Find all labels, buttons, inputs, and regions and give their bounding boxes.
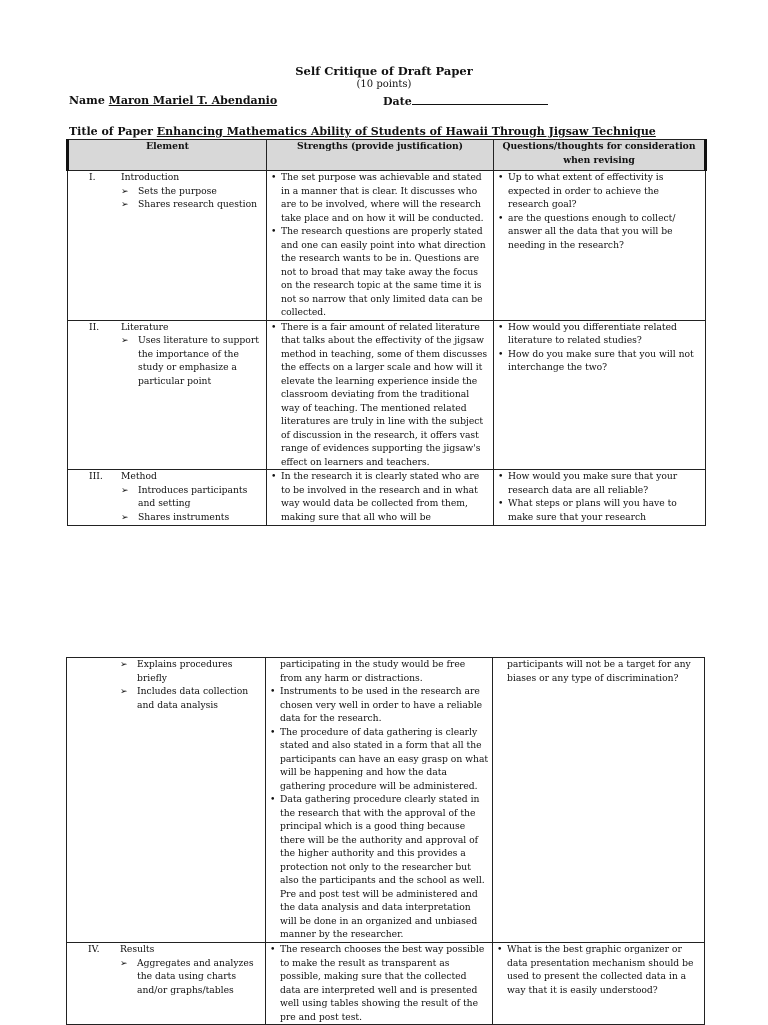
questions-cell: [494, 320, 706, 470]
table-header-row: [68, 140, 706, 171]
questions-cell: [493, 658, 705, 943]
element-number: IV.: [88, 944, 100, 955]
table-row: [67, 658, 705, 943]
element-name: Method: [121, 471, 157, 482]
name-value: Maron Mariel T. Abendanio: [108, 94, 278, 107]
table-row: [68, 470, 706, 526]
arrow-bullet-icon: ➢: [120, 659, 128, 670]
table-row: [68, 320, 706, 470]
element-cell: [68, 320, 267, 470]
arrow-bullet-icon: ➢: [121, 484, 129, 496]
element-number: III.: [89, 471, 103, 482]
strength-item: • The procedure of data gathering is clearly stated and also stated in a form that all the participants can have an easy grasp on what will be happening and how the data gathering procedure will be administered.: [269, 726, 489, 794]
strengths-cell: [266, 658, 493, 943]
arrow-bullet-icon: ➢: [120, 686, 128, 697]
sub-item: ➢ Uses literature to support the importance of the study or emphasize a particular point: [121, 335, 259, 387]
question-item: • How do you make sure that you will not interchange the two?: [497, 348, 702, 375]
element-cell: [68, 171, 267, 321]
question-item: • What is the best graphic organizer or data presentation mechanism should be used to present the collected data in a way that it is easily understood?: [496, 943, 701, 997]
header-strengths: Strengths (provide justification): [267, 140, 494, 171]
question-item: • are the questions enough to collect/ answer all the data that you will be needing in the research?: [497, 212, 702, 253]
strength-item: • There is a fair amount of related literature that talks about the effectivity of the jigsaw method in teaching, some of them discusses the effects on a larger scale and how will it elevate the learning experience inside the classroom deviating from the traditional way of teaching. The mentioned related literatures are truly in line with the subject of discussion in the research, it offers vast range of evidences supporting the jigsaw's effect on learners and teachers.: [270, 321, 490, 470]
element-name: Results: [120, 944, 155, 955]
strength-item: • In the research it is clearly stated who are to be involved in the research and in what way would data be collected from them, making sure that all who will be: [270, 470, 490, 524]
critique-table-page2: [66, 657, 705, 1025]
sub-item: ➢ Introduces participants and setting: [121, 484, 248, 509]
strength-item: • The research chooses the best way possible to make the result as transparent as possible, making sure that the collected data are interpreted well and is presented well using tables showing the result of the pre and post test.: [269, 943, 489, 1024]
element-name: Introduction: [121, 172, 180, 183]
critique-table-page1: [66, 139, 707, 526]
paper-title-line: [69, 125, 656, 138]
paper-title-label: Title of Paper: [69, 125, 153, 138]
sub-item: ➢ Shares research question: [121, 199, 258, 210]
sub-item: ➢ Sets the purpose: [121, 185, 217, 197]
strength-continuation: participating in the study would be free from any harm or distractions.: [280, 659, 466, 684]
date-label: Date: [383, 95, 412, 108]
strengths-cell: [267, 320, 494, 470]
header-element: Element: [68, 140, 267, 171]
strengths-cell: [267, 171, 494, 321]
document-title: Self Critique of Draft Paper: [295, 64, 473, 78]
question-continuation: participants will not be a target for any biases or any type of discrimination?: [507, 659, 691, 684]
sub-item: ➢ Includes data collection and data analysis: [120, 686, 249, 711]
questions-cell: [494, 171, 706, 321]
strength-item: • The set purpose was achievable and stated in a manner that is clear. It discusses who are to be involved, where will the research take place and on how it will be conducted.: [270, 171, 490, 225]
name-label: Name: [69, 94, 105, 107]
element-number: I.: [89, 172, 96, 183]
arrow-bullet-icon: ➢: [121, 511, 129, 523]
strengths-cell: [267, 470, 494, 526]
table-row: [68, 171, 706, 321]
paper-title-value: Enhancing Mathematics Ability of Students of Hawaii Through Jigsaw Technique: [156, 125, 656, 138]
table-row: [67, 943, 705, 1025]
question-item: • How would you differentiate related literature to related studies?: [497, 321, 702, 348]
strengths-cell: [266, 943, 493, 1025]
date-line: [383, 94, 548, 108]
sub-item: ➢ Aggregates and analyzes the data using charts and/or graphs/tables: [120, 957, 254, 996]
arrow-bullet-icon: ➢: [121, 185, 129, 197]
element-name: Literature: [121, 321, 169, 333]
arrow-bullet-icon: ➢: [120, 957, 128, 969]
strength-item: • The research questions are properly stated and one can easily point into what direction the research wants to be in. Questions are not to broad that may take away the focus on the research topic at the same time it is not so narrow that only limited data can be collected.: [270, 225, 490, 320]
sub-item: ➢ Explains procedures briefly: [120, 659, 233, 684]
questions-cell: [494, 470, 706, 526]
element-cell: [68, 470, 267, 526]
strength-item: • Data gathering procedure clearly stated in the research that with the approval of the principal which is a good thing because there will be the authority and approval of the higher authority and this provides a protection not only to the researcher but also the participants and the school as well. Pre and post test will be administered and the data analysis and data interpretation will be done in an organized and unbiased manner by the researcher.: [269, 793, 489, 942]
question-item: • How would you make sure that your research data are all reliable?: [497, 470, 702, 497]
question-item: • Up to what extent of effectivity is expected in order to achieve the research goal?: [497, 171, 702, 212]
question-item: • What steps or plans will you have to make sure that your research: [497, 497, 702, 524]
element-number: [70, 658, 120, 712]
document-points: (10 points): [356, 79, 412, 90]
arrow-bullet-icon: ➢: [121, 199, 129, 210]
strength-item: • Instruments to be used in the research are chosen very well in order to have a reliable data for the research.: [269, 685, 489, 726]
arrow-bullet-icon: ➢: [121, 335, 129, 346]
header-questions: Questions/thoughts for consideration when revising: [494, 140, 706, 171]
sub-item: ➢ Shares instruments: [121, 511, 230, 523]
element-cell: [67, 943, 266, 1025]
name-line: [69, 94, 277, 107]
date-blank[interactable]: [412, 94, 548, 105]
element-cell: [67, 658, 266, 943]
questions-cell: [493, 943, 705, 1025]
element-number: II.: [89, 321, 100, 333]
